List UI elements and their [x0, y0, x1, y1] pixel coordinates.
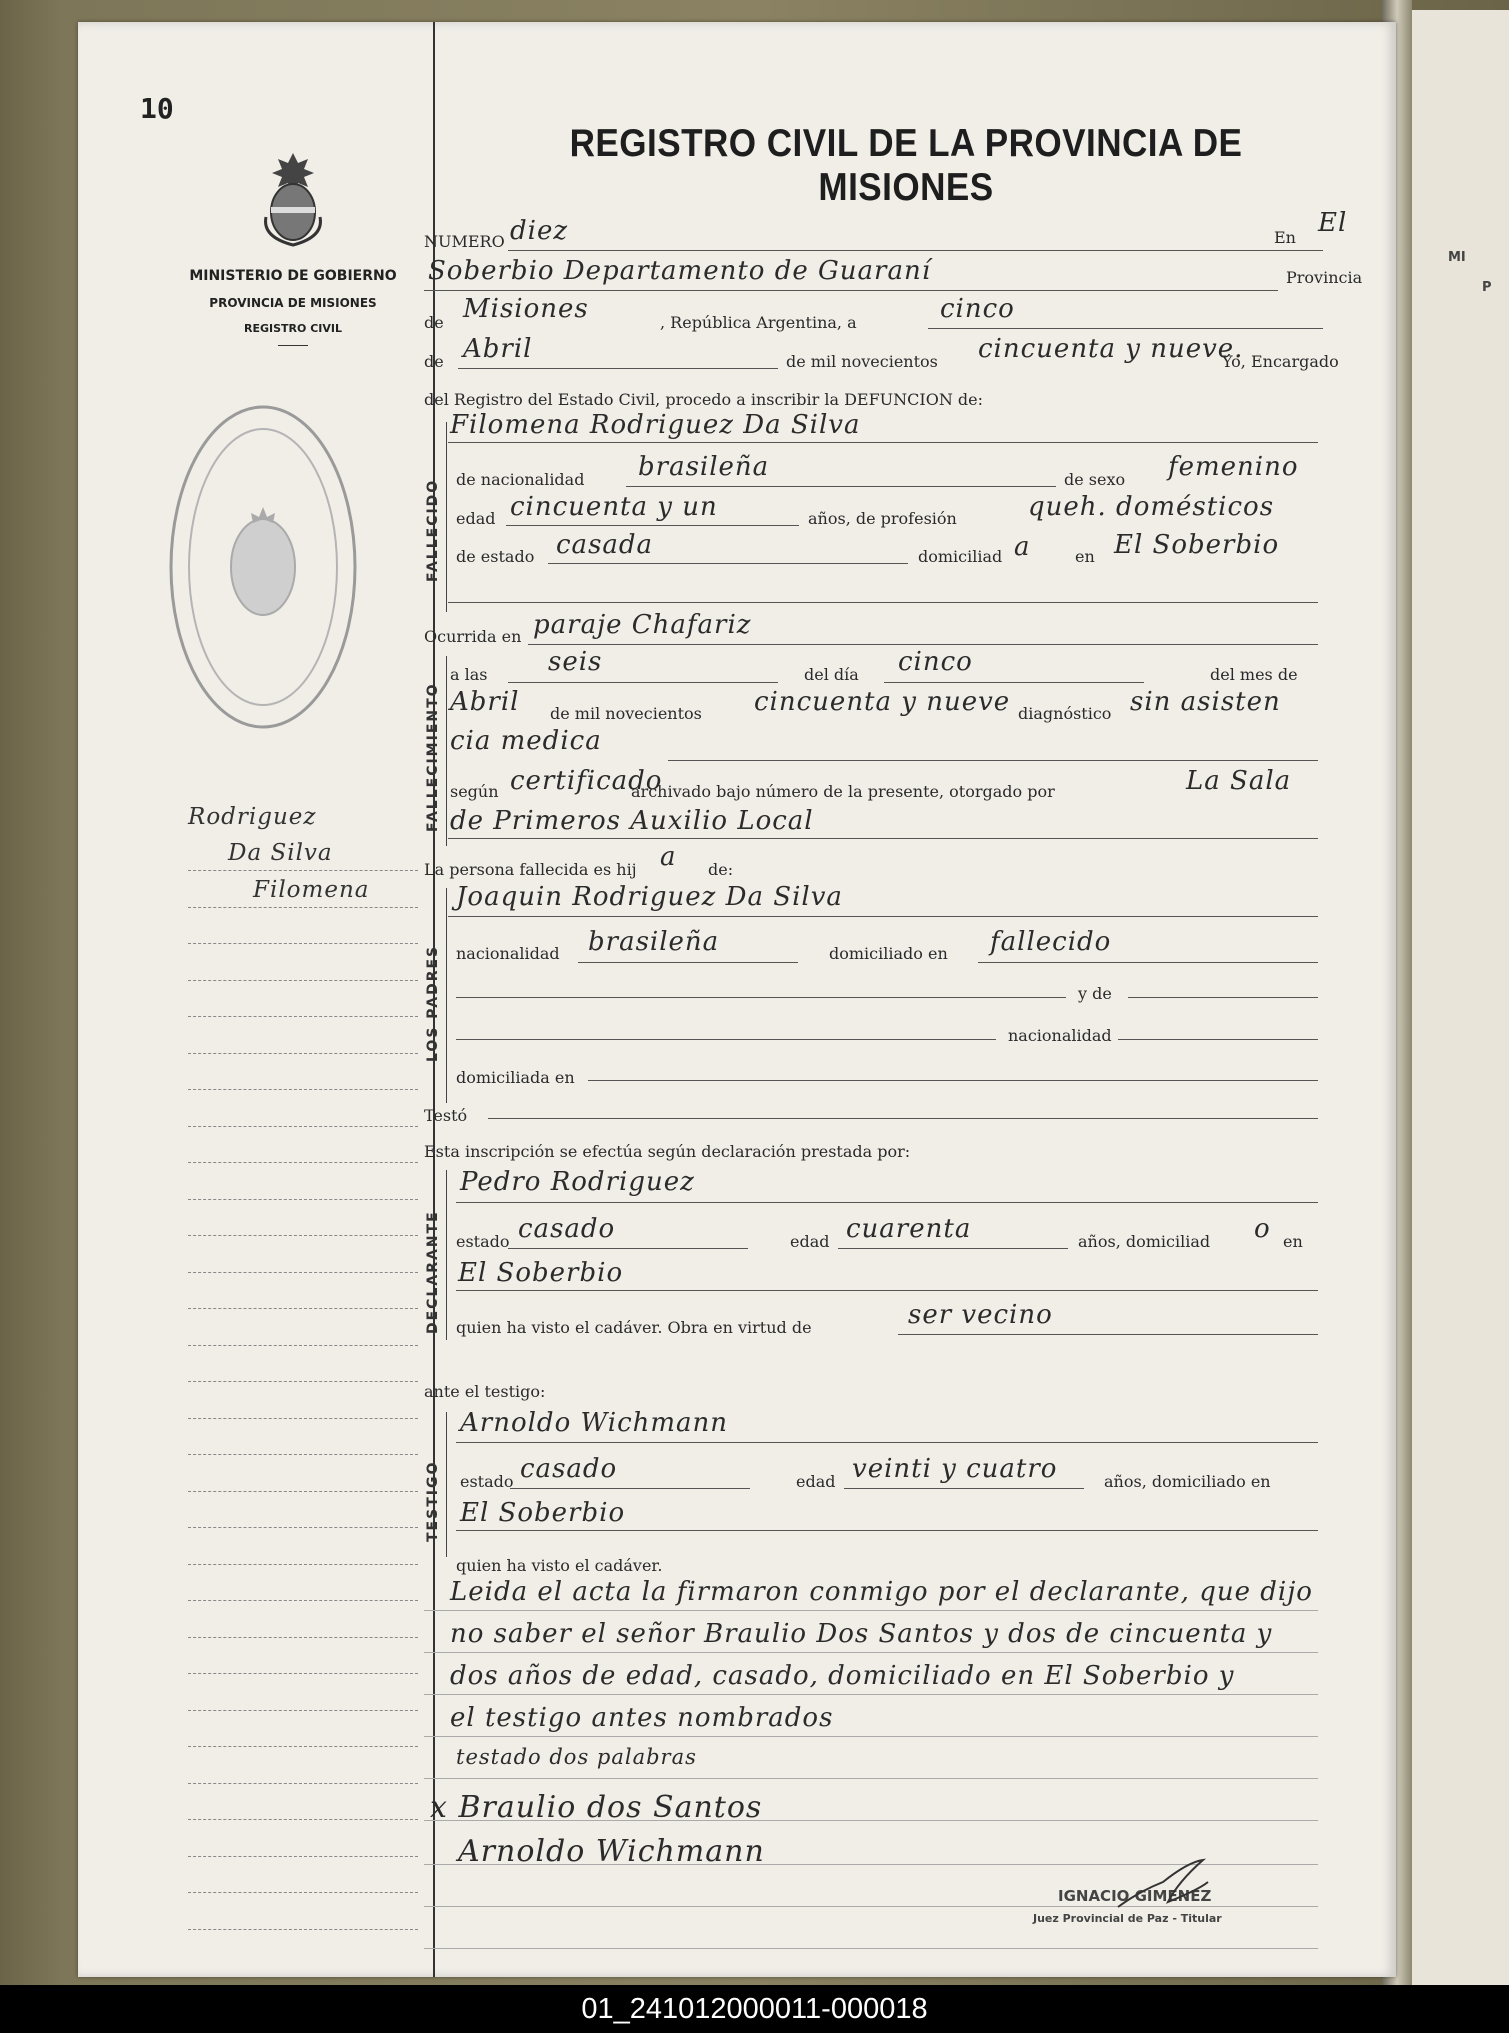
closing-line: dos años de edad, casado, domiciliado en El Soberbio y [450, 1661, 1235, 1691]
fill-line [448, 916, 1318, 917]
father-name: Joaquin Rodriguez Da Silva [456, 882, 843, 912]
deceased-name: Filomena Rodriguez Da Silva [450, 410, 861, 440]
next-page-fragment: MI [1448, 250, 1466, 265]
en-value: El [1318, 208, 1348, 238]
fill-line [884, 682, 1144, 683]
fallecido-section-label: FALLECIDO [425, 478, 441, 582]
fill-line [488, 1118, 1318, 1119]
witness-age: veinti y cuatro [852, 1454, 1058, 1484]
signature-witness: Arnoldo Wichmann [458, 1834, 765, 1869]
fill-line [1128, 997, 1318, 998]
domiciliado-label: domiciliad [918, 547, 1003, 566]
dia-label: del día [804, 665, 859, 684]
domiciliado-suffix: a [1014, 532, 1031, 562]
closing-ruled-line [424, 1778, 1318, 1779]
closing-ruled-line [424, 1694, 1318, 1695]
closing-line: testado dos palabras [456, 1745, 697, 1769]
death-place: paraje Chafariz [533, 610, 752, 640]
padres-section-label: LOS PADRES [425, 944, 441, 1062]
en-label: en [1075, 547, 1095, 566]
anios-domiciliado-label: años, domiciliado en [1104, 1472, 1271, 1491]
fill-line [448, 602, 1318, 603]
fill-line [510, 1488, 750, 1489]
deceased-sex: femenino [1168, 452, 1299, 482]
margin-ruled-line [188, 1272, 418, 1273]
closing-line: el testigo antes nombrados [450, 1703, 834, 1733]
fill-line [458, 368, 778, 369]
fill-line [456, 1039, 996, 1040]
fill-line [548, 563, 908, 564]
diagnostico-label: diagnóstico [1018, 704, 1112, 723]
margin-ruled-line [188, 1308, 418, 1309]
segun-label: según [450, 782, 499, 801]
fill-line [1118, 1039, 1318, 1040]
en-label: en [1283, 1232, 1303, 1251]
margin-surname: Rodriguez [188, 804, 317, 830]
fill-line [626, 486, 1056, 487]
closing-ruled-line [424, 1610, 1318, 1611]
fill-line [578, 962, 798, 963]
page-number: 10 [140, 92, 174, 125]
margin-ruled-line [188, 1673, 418, 1674]
section-bracket [446, 422, 447, 612]
domiciliado-label: domiciliado en [829, 944, 948, 963]
closing-line: Leida el acta la firmaron conmigo por el declarante, que dijo [450, 1577, 1313, 1607]
margin-ruled-line [188, 1637, 418, 1638]
issuer-part1: La Sala [1186, 766, 1292, 796]
hija-suffix: a [660, 842, 677, 872]
witness-name: Arnoldo Wichmann [460, 1408, 729, 1438]
encargado-label: Yo, Encargado [1222, 352, 1339, 371]
margin-ruled-line [188, 1710, 418, 1711]
testo-label: Testó [424, 1106, 468, 1125]
declarant-age: cuarenta [846, 1214, 972, 1244]
fill-line [588, 1080, 1318, 1081]
provincia-label: Provincia [1286, 268, 1363, 287]
estado-label: estado [460, 1472, 514, 1491]
registry-stamp [163, 397, 363, 737]
margin-ruled-line [188, 1819, 418, 1820]
nacionalidad-label: nacionalidad [1008, 1026, 1112, 1045]
fill-line [448, 442, 1318, 443]
sexo-label: de sexo [1064, 470, 1126, 489]
province-value: Misiones [463, 294, 589, 324]
locality-value: Soberbio Departamento de Guaraní [428, 256, 932, 286]
archivado-label: archivado bajo número de la presente, otorgado por [631, 782, 1055, 801]
judge-title: Juez Provincial de Paz - Titular [1033, 1912, 1222, 1925]
coat-of-arms-icon [258, 147, 328, 247]
witness-residence: El Soberbio [460, 1498, 626, 1528]
closing-ruled-line [424, 1736, 1318, 1737]
margin-ruled-line [188, 1892, 418, 1893]
margin-ruled-line [188, 1345, 418, 1346]
mes-label: del mes de [1210, 665, 1298, 684]
fill-line [424, 290, 1278, 291]
issuer-part2: de Primeros Auxilio Local [450, 806, 814, 836]
fill-line [838, 1248, 1068, 1249]
margin-ruled-line [188, 1418, 418, 1419]
next-page-edge [1412, 10, 1509, 1985]
margin-ruled-line [188, 1929, 418, 1930]
deceased-nationality: brasileña [638, 452, 770, 482]
estado-label: de estado [456, 547, 535, 566]
margin-ruled-line [188, 1053, 418, 1054]
testigo-section-label: TESTIGO [425, 1460, 441, 1542]
de-label: de [424, 352, 444, 371]
register-page [78, 22, 1396, 1977]
signature-declarant: x Braulio dos Santos [430, 1790, 763, 1825]
anios-label: años, domiciliad [1078, 1232, 1211, 1251]
numero-label: NUMERO [424, 232, 505, 251]
judge-name: IGNACIO GIMENEZ [1058, 1887, 1212, 1905]
declarant-name: Pedro Rodriguez [460, 1167, 695, 1197]
numero-value: diez [510, 216, 569, 246]
margin-ruled-line [188, 1016, 418, 1017]
fill-line [456, 997, 1066, 998]
visto-label: quien ha visto el cadáver. [456, 1556, 663, 1575]
ocurrida-label: Ocurrida en [424, 627, 522, 646]
fill-line [978, 962, 1318, 963]
fill-line [668, 760, 1318, 761]
margin-ruled-line [188, 1746, 418, 1747]
death-hour: seis [548, 647, 603, 677]
margin-ruled-line [188, 1089, 418, 1090]
edad-label: edad [456, 509, 496, 528]
margin-ruled-line [188, 1454, 418, 1455]
section-bracket [446, 656, 447, 846]
closing-line: no saber el señor Braulio Dos Santos y dos de cincuenta y [450, 1619, 1273, 1649]
procedo-label: del Registro del Estado Civil, procedo a inscribir la DEFUNCION de: [424, 390, 984, 409]
fill-line [456, 1442, 1318, 1443]
diagnosis-part1: sin asisten [1130, 687, 1281, 717]
margin-ruled-line [188, 907, 418, 908]
margin-ruled-line [188, 1856, 418, 1857]
en-label: En [1274, 228, 1296, 247]
estado-label: estado [456, 1232, 510, 1251]
page-title: REGISTRO CIVIL DE LA PROVINCIA DE MISIONES [569, 122, 1243, 209]
visto-label: quien ha visto el cadáver. Obra en virtud de [456, 1318, 812, 1337]
de-label: de: [708, 860, 734, 879]
fallecimiento-section-label: FALLECIMIENTO [425, 682, 441, 832]
margin-ruled-line [188, 1564, 418, 1565]
day-value: cinco [940, 294, 1015, 324]
divider [278, 345, 308, 346]
de-label: de [424, 313, 444, 332]
margin-ruled-line [188, 1162, 418, 1163]
death-day: cinco [898, 647, 973, 677]
province-name: PROVINCIA DE MISIONES [209, 296, 377, 310]
deceased-age: cincuenta y un [510, 492, 718, 522]
declaracion-label: Esta inscripción se efectúa según declaración prestada por: [424, 1142, 911, 1161]
republica-label: , República Argentina, a [660, 313, 857, 332]
deceased-marital-status: casada [556, 530, 654, 560]
deceased-occupation: queh. domésticos [1028, 492, 1275, 522]
domiciliada-label: domiciliada en [456, 1068, 575, 1087]
margin-ruled-line [188, 1491, 418, 1492]
month-value: Abril [463, 334, 533, 364]
fill-line [844, 1488, 1084, 1489]
hija-label: La persona fallecida es hij [424, 860, 637, 879]
margin-given-name: Filomena [253, 877, 370, 903]
death-month: Abril [450, 687, 520, 717]
fill-line [456, 1290, 1318, 1291]
novecientos-label: de mil novecientos [550, 704, 702, 723]
fill-line [508, 250, 1323, 251]
closing-ruled-line [424, 1652, 1318, 1653]
father-residence: fallecido [990, 927, 1112, 957]
fill-line [508, 682, 778, 683]
witness-marital-status: casado [520, 1454, 618, 1484]
margin-ruled-line [188, 1783, 418, 1784]
declarant-capacity: ser vecino [908, 1300, 1053, 1330]
margin-ruled-line [188, 870, 418, 871]
next-page-fragment: P [1482, 280, 1492, 295]
margin-ruled-line [188, 1381, 418, 1382]
yde-label: y de [1078, 984, 1112, 1003]
declarant-marital-status: casado [518, 1214, 616, 1244]
fill-line [928, 328, 1323, 329]
fill-line [506, 525, 799, 526]
margin-ruled-line [188, 980, 418, 981]
year-value: cincuenta y nueve. [978, 334, 1244, 364]
father-nationality: brasileña [588, 927, 720, 957]
declarante-section-label: DECLARANTE [425, 1210, 441, 1334]
anios-suffix: o [1254, 1214, 1271, 1244]
margin-ruled-line [188, 1126, 418, 1127]
margin-second-surname: Da Silva [228, 840, 333, 866]
closing-ruled-line [424, 1948, 1318, 1949]
fill-line [898, 1334, 1318, 1335]
margin-ruled-line [188, 1199, 418, 1200]
ministry-name: MINISTERIO DE GOBIERNO [189, 268, 397, 284]
novecientos-label: de mil novecientos [786, 352, 938, 371]
edad-label: edad [790, 1232, 830, 1251]
nacionalidad-label: de nacionalidad [456, 470, 585, 489]
profesion-label: años, de profesión [808, 509, 957, 528]
margin-ruled-line [188, 1235, 418, 1236]
declarant-residence: El Soberbio [458, 1258, 624, 1288]
testigo-intro-label: ante el testigo: [424, 1382, 546, 1401]
judge-signature-icon [1108, 1852, 1218, 1922]
ministry-header [178, 268, 408, 346]
margin-ruled-line [188, 1527, 418, 1528]
fill-line [456, 1530, 1318, 1531]
fill-line [508, 1248, 748, 1249]
fill-line [448, 838, 1318, 839]
death-year: cincuenta y nueve [754, 687, 1011, 717]
fill-line [528, 644, 1318, 645]
fill-line [456, 1202, 1318, 1203]
nacionalidad-label: nacionalidad [456, 944, 560, 963]
edad-label: edad [796, 1472, 836, 1491]
alas-label: a las [450, 665, 488, 684]
certificate-type: certificado [510, 766, 663, 796]
margin-ruled-line [188, 943, 418, 944]
deceased-residence: El Soberbio [1114, 530, 1280, 560]
section-bracket [446, 1412, 447, 1557]
diagnosis-part2: cia medica [450, 726, 602, 756]
margin-ruled-line [188, 1600, 418, 1601]
section-bracket [446, 1170, 447, 1340]
office-name: REGISTRO CIVIL [244, 322, 342, 335]
file-caption: 01_241012000011-000018 [0, 1985, 1509, 2033]
section-bracket [446, 888, 447, 1103]
